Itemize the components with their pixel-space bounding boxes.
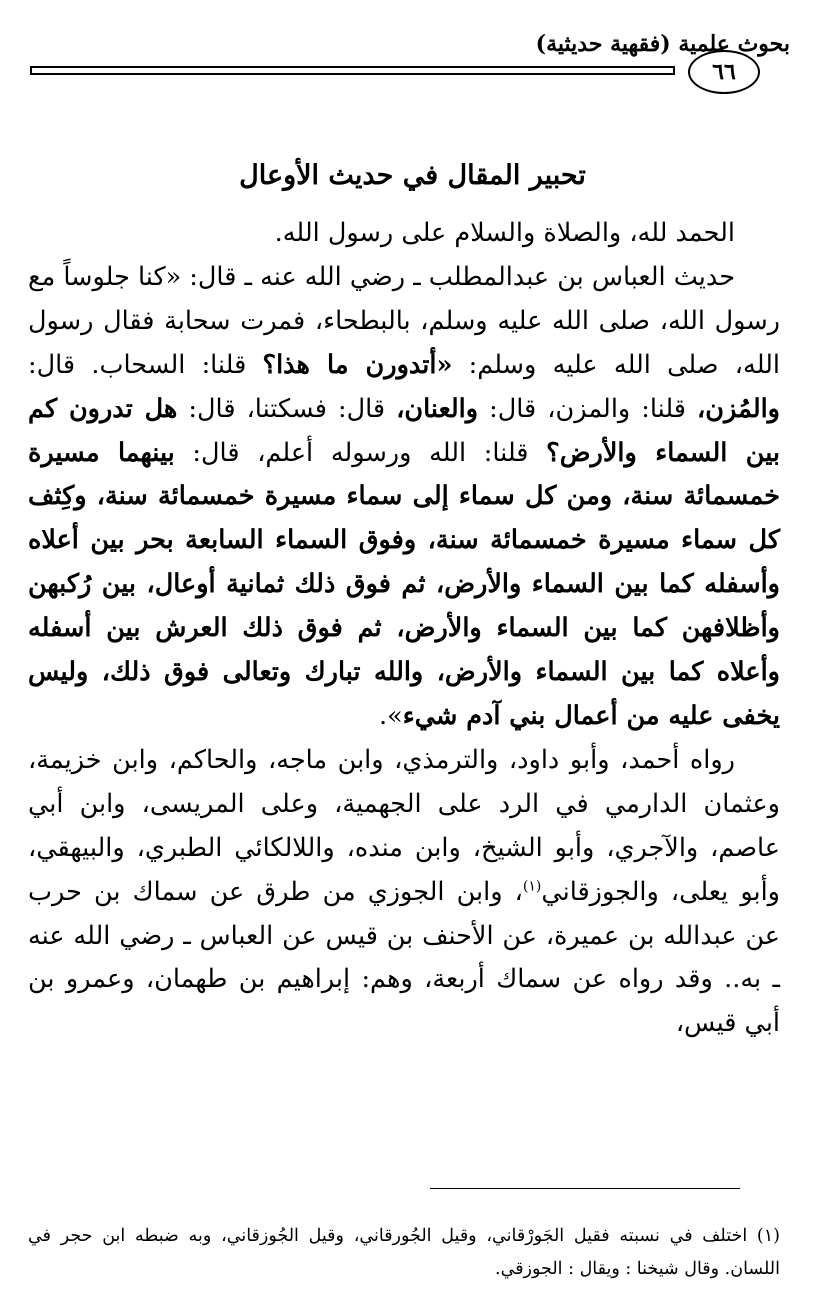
footnote: (١) اختلف في نسبته فقيل الجَورْقاني، وقيل الجُورقاني، وقيل الجُوزقاني، وبه ضبطه ابن حجر في اللسان. وقال شيخنا : ويقال : الجوزقي. [28,1226,780,1279]
body-text [28,212,780,1046]
bold-run: هل تدرون كم بين السماء والأرض؟ [28,393,780,468]
article-title: تحبير المقال في حديث الأوعال [239,160,586,191]
bold-run: والعنان، [396,393,479,424]
bold-run: والمُزن، [697,393,780,424]
page-number-text: ٦٦ [712,59,736,85]
text-run: حديث العباس بن عبدالمطلب ـ رضي الله عنه ـ قال: «كنا جلوساً مع رسول الله، صلى الله عليه وسلم، بالبطحاء، فمرت سحابة فقال رسول الله، صلى الله عليه وسلم: [28,261,780,380]
text-run: قلنا: السحاب. قال: [28,349,263,380]
bold-run: «أتدورن ما هذا؟ [262,349,453,380]
paragraph-narrators [28,739,780,1046]
text-run: رواه أحمد، وأبو داود، والترمذي، وابن ماجه، والحاكم، وابن خزيمة، وعثمان الدارمي في الرد على الجهمية، وعلى المريسى، وابن أبي عاصم، والآجري، وأبو الشيخ، وابن منده، واللالكائي الطبري، والبيهقي، وأبو يعلى، والجوزقاني [28,744,780,907]
footnote-rule [430,1188,740,1189]
header-rule [30,66,675,75]
text-run: قلنا: الله ورسوله أعلم، قال: [174,437,547,468]
paragraph-hadith [28,256,780,739]
text-run: قلنا: والمزن، قال: [478,393,698,424]
paragraph-opening: الحمد لله، والصلاة والسلام على رسول الله. [274,218,735,248]
footnote-reference[interactable]: (١) [522,878,542,895]
text-run: قال: فسكتنا، قال: [177,393,397,424]
bold-run: بينهما مسيرة خمسمائة سنة، ومن كل سماء إلى سماء مسيرة خمسمائة سنة، وكِثف كل سماء مسيرة خمسمائة سنة، وفوق السماء السابعة بحر بين أعلاه وأسفله كما بين السماء والأرض، ثم فوق ذلك ثمانية أوعال، بين رُكبهن وأظلافهن كما بين السماء والأرض، ثم فوق ذلك العرش بين أسفله وأعلاه كما بين السماء والأرض، والله تبارك وتعالى فوق ذلك، وليس يخفى عليه من أعمال بني آدم شيء [28,437,780,731]
text-run: ، وابن الجوزي من طرق عن سماك بن حرب عن عبدالله بن عميرة، عن الأحنف بن قيس عن العباس ـ رضي الله عنه ـ به.. وقد رواه عن سماك أربعة، وهم: إبراهيم بن طهمان، وعمرو بن أبي قيس، [28,876,780,1039]
page-number [688,50,760,94]
running-title: بحوث علمية (فقهية حديثية) [535,31,790,57]
text-run: ». [378,700,403,731]
